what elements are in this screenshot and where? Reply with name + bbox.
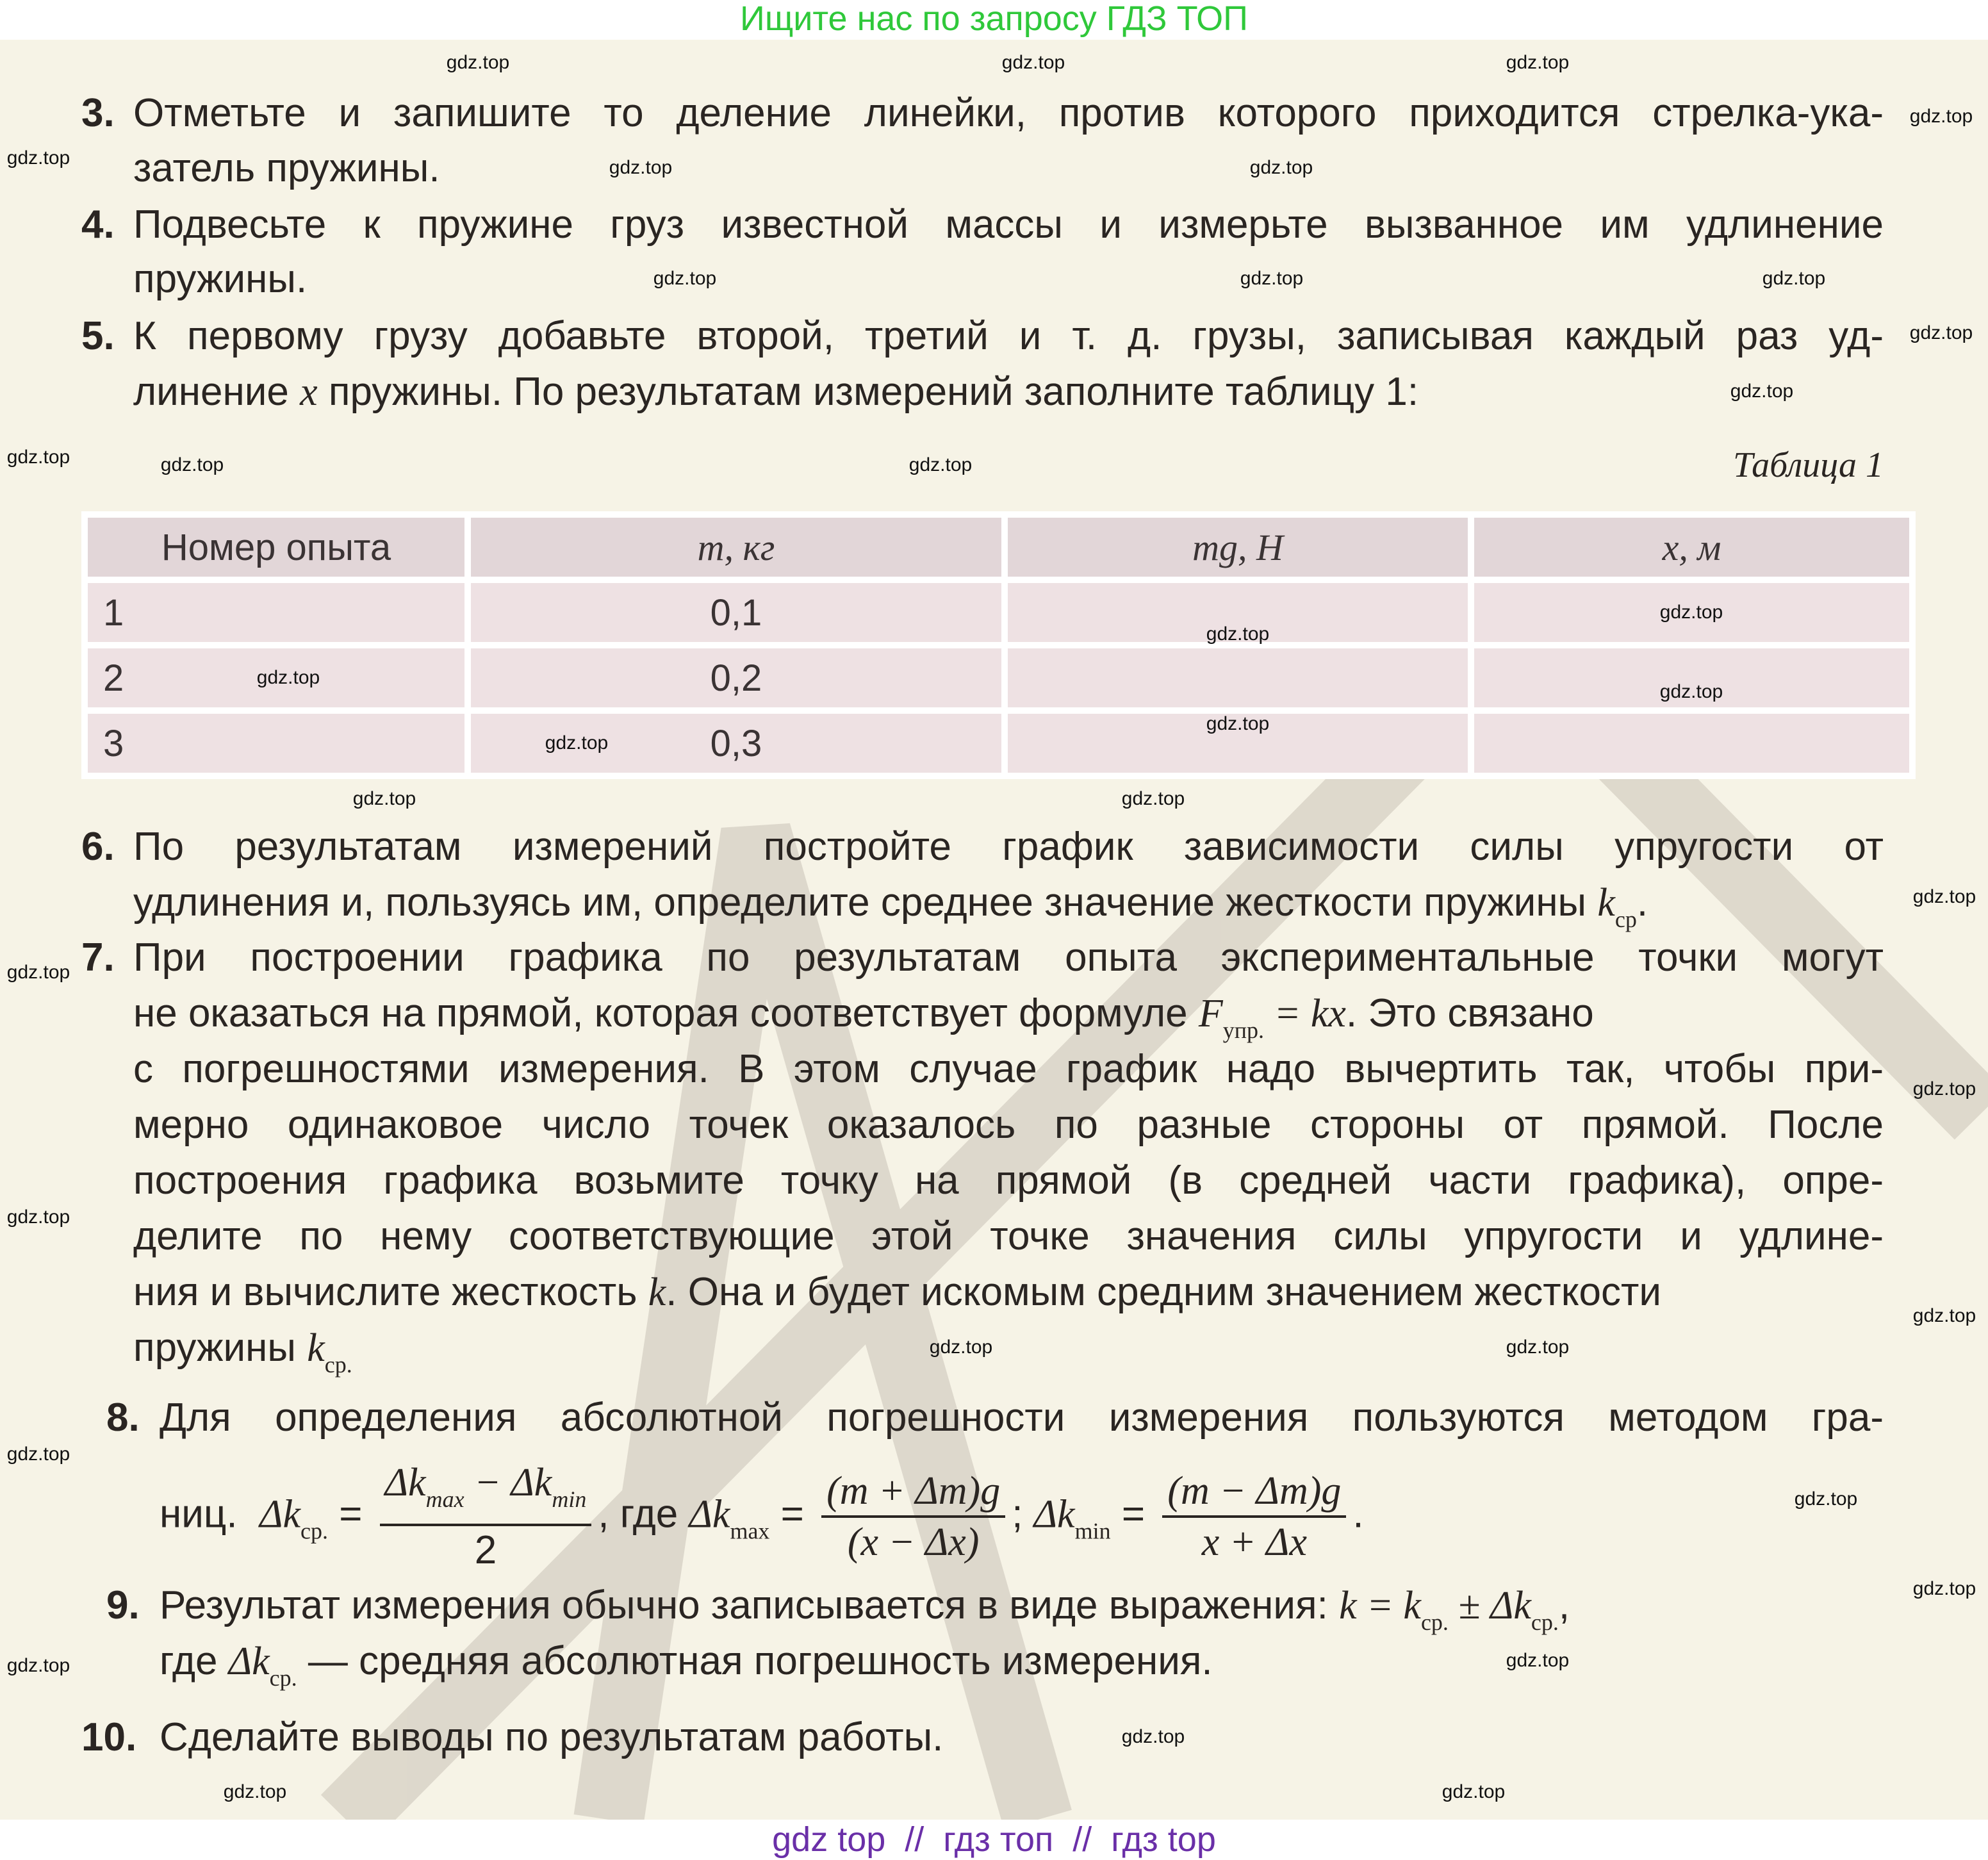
text: Результат измерения обычно записывается в виде выражения: (160, 1583, 1340, 1627)
text: ния и вычислите жесткость (133, 1270, 648, 1314)
table-row (88, 714, 1909, 773)
var-k: k (307, 1326, 325, 1370)
cell-number: 1 (88, 583, 464, 642)
watermark: gdz.top (1794, 1488, 1858, 1510)
text: − (464, 1461, 511, 1504)
watermark: gdz.top (1659, 681, 1723, 702)
denominator: (x − Δx) (847, 1520, 980, 1564)
table-row (88, 648, 1909, 707)
numerator: (m − Δm)g (1162, 1467, 1346, 1518)
header-cell: Номер опыта (88, 518, 464, 577)
item-7-line (133, 1264, 1884, 1321)
subscript: ср. (1420, 1609, 1449, 1635)
item-number: 7. (81, 935, 115, 980)
text: ; (1012, 1492, 1023, 1536)
watermark: gdz.top (6, 1206, 70, 1228)
cell-mass: 0,1 (471, 583, 1001, 642)
subscript: ср. (269, 1665, 297, 1691)
banner-text: Ищите нас по запросу ГДЗ ТОП (740, 0, 1248, 38)
item-4-line: пружины. (133, 257, 308, 301)
subscript: ср (1614, 907, 1637, 932)
subscript: ср. (324, 1352, 352, 1378)
item-6-line: По результатам измерений постройте график зависимости силы упругости от (133, 825, 1884, 869)
text: Δk (511, 1461, 552, 1504)
watermark: gdz.top (1909, 322, 1973, 343)
cell-mass: 0,2 (471, 648, 1001, 707)
text: ниц. (160, 1492, 238, 1536)
watermark: gdz.top (352, 788, 416, 809)
text: . (1636, 880, 1648, 925)
text: пружины (133, 1326, 308, 1370)
watermark: gdz.top (1912, 886, 1976, 907)
watermark: gdz.top (1730, 381, 1794, 402)
table-row (88, 583, 1909, 642)
text: удлинения и, пользуясь им, определите среднее значение жесткости пружины (133, 880, 1598, 925)
cell-empty[interactable] (1008, 648, 1468, 707)
watermark: gdz.top (929, 1337, 993, 1358)
item-5-line: К первому грузу добавьте второй, третий и т. д. грузы, записывая каждый раз уд- (133, 314, 1884, 358)
header-cell: m, кг (471, 518, 1001, 577)
watermark: gdz.top (1240, 268, 1304, 289)
watermark: gdz.top (1762, 268, 1826, 289)
table-header-row (88, 518, 1909, 577)
equals: = (1121, 1492, 1146, 1536)
watermark: gdz.top (1506, 1650, 1570, 1671)
watermark: gdz.top (1442, 1781, 1506, 1802)
watermark: gdz.top (1206, 623, 1270, 645)
watermark: gdz.top (223, 1781, 287, 1802)
cell-number: 3 (88, 714, 464, 773)
watermark: gdz.top (545, 732, 609, 753)
var-dk: Δk (259, 1492, 300, 1536)
item-5-line (133, 364, 1884, 420)
watermark: gdz.top (1909, 106, 1973, 127)
item-number: 9. (106, 1583, 140, 1627)
item-3-line: Отметьте и запишите то деление линейки, против которого приходится стрелка-ука- (133, 91, 1884, 135)
cell-empty[interactable] (1474, 714, 1909, 773)
var-dk: Δk (689, 1492, 730, 1536)
item-8-line: Для определения абсолютной погрешности измерения пользуются методом гра- (160, 1395, 1884, 1440)
item-number: 6. (81, 825, 115, 869)
var-dk: Δk (1033, 1492, 1075, 1536)
header-cell: mg, Н (1008, 518, 1468, 577)
numerator (380, 1458, 592, 1526)
subscript: max (730, 1518, 770, 1544)
data-table (81, 511, 1916, 779)
text: , (1558, 1583, 1570, 1627)
text: где (160, 1639, 229, 1683)
item-7-line (133, 1320, 1884, 1393)
item-number: 4. (81, 202, 115, 247)
text: . (1352, 1492, 1364, 1536)
subscript: min (1074, 1518, 1111, 1544)
watermark: gdz.top (1506, 52, 1570, 73)
text: не оказаться на прямой, которая соответствует формуле (133, 991, 1199, 1035)
watermark: gdz.top (256, 667, 320, 688)
item-number: 10. (81, 1715, 137, 1759)
text: , (598, 1492, 609, 1536)
text: — средняя абсолютная погрешность измерения. (297, 1639, 1213, 1683)
cell-mass: 0,3 (471, 714, 1001, 773)
watermark: gdz.top (1121, 1726, 1185, 1747)
watermark: gdz.top (908, 454, 973, 475)
header-cell: x, м (1474, 518, 1909, 577)
denominator: 2 (474, 1528, 497, 1572)
denominator: x + Δx (1201, 1520, 1307, 1564)
formula: ± Δk (1448, 1584, 1531, 1627)
fraction (821, 1467, 1005, 1567)
item-number: 5. (81, 314, 115, 358)
watermark: gdz.top (653, 268, 717, 289)
formula: = kx (1264, 992, 1346, 1035)
watermark: gdz.top (6, 447, 70, 468)
banner-text: gdz top // гдз топ // гдз top (772, 1820, 1216, 1859)
item-10-line: Сделайте выводы по результатам работы. (160, 1715, 944, 1759)
watermark: gdz.top (6, 962, 70, 983)
item-number: 8. (106, 1395, 140, 1440)
numerator: (m + Δm)g (821, 1467, 1005, 1518)
formula: k = k (1339, 1584, 1421, 1627)
item-7-line: с погрешностями измерения. В этом случае график надо вычертить так, чтобы при- (133, 1047, 1884, 1091)
watermark: gdz.top (1912, 1078, 1976, 1099)
watermark: gdz.top (446, 52, 510, 73)
cell-number: 2 (88, 648, 464, 707)
item-3-line: затель пружины. (133, 146, 440, 190)
text: . Она и будет искомым средним значением жесткости (666, 1270, 1662, 1314)
item-number: 3. (81, 91, 115, 135)
item-9-line (160, 1633, 1910, 1706)
bottom-banner (0, 1820, 1988, 1860)
text: где (620, 1492, 678, 1536)
watermark: gdz.top (1912, 1305, 1976, 1326)
watermark: gdz.top (1912, 1578, 1976, 1599)
subscript: max (425, 1486, 464, 1512)
text: пружины. По результатам измерений заполните таблицу 1: (317, 370, 1419, 414)
error-formula (160, 1458, 1364, 1575)
table-caption: Таблица 1 (1733, 445, 1884, 485)
watermark: gdz.top (1506, 1337, 1570, 1358)
subscript: min (552, 1486, 587, 1512)
subscript: ср. (300, 1518, 328, 1544)
item-4-line: Подвесьте к пружине груз известной массы и измерьте вызванное им удлинение (133, 202, 1884, 247)
var-k: k (1597, 881, 1615, 925)
watermark: gdz.top (1121, 788, 1185, 809)
item-7-line: При построении графика по результатам опыта экспериментальные точки могут (133, 935, 1884, 980)
subscript: упр. (1222, 1017, 1265, 1043)
var-F: F (1198, 992, 1223, 1035)
fraction (1162, 1467, 1346, 1567)
watermark: gdz.top (1001, 52, 1065, 73)
watermark: gdz.top (160, 454, 224, 475)
watermark: gdz.top (1249, 157, 1313, 178)
watermark: gdz.top (6, 147, 70, 169)
var-dk: Δk (228, 1640, 270, 1683)
item-7-line: построения графика возьмите точку на прямой (в средней части графика), опре- (133, 1158, 1884, 1203)
var-x: x (300, 370, 318, 414)
watermark: gdz.top (6, 1444, 70, 1465)
var-k: k (648, 1271, 666, 1314)
text: линение (133, 370, 300, 414)
watermark: gdz.top (1206, 713, 1270, 734)
watermark: gdz.top (6, 1655, 70, 1676)
equals: = (780, 1492, 804, 1536)
watermark: gdz.top (1659, 602, 1723, 623)
item-7-line: делите по нему соответствующие этой точке значения силы упругости и удлине- (133, 1214, 1884, 1258)
watermark: gdz.top (609, 157, 673, 178)
equals: = (339, 1492, 363, 1536)
item-7-line: мерно одинаковое число точек оказалось по разные стороны от прямой. После (133, 1103, 1884, 1147)
subscript: ср. (1531, 1609, 1559, 1635)
text: . Это связано (1345, 991, 1594, 1035)
fraction (380, 1458, 592, 1575)
text: Δk (384, 1461, 426, 1504)
